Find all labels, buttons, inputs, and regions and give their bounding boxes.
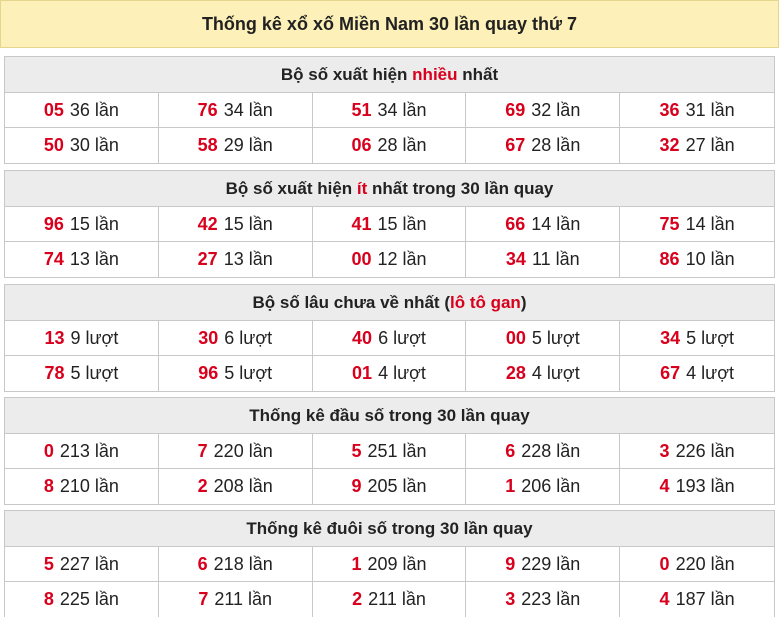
stat-count: 13 lần xyxy=(69,249,119,269)
stat-count: 28 lần xyxy=(377,135,427,155)
stat-cell xyxy=(159,356,313,391)
stat-number: 86 xyxy=(659,249,680,269)
section-tail-digits xyxy=(4,510,775,617)
stat-count: 225 lần xyxy=(59,589,119,609)
stat-count: 226 lần xyxy=(675,440,735,461)
stats-grid xyxy=(5,434,774,504)
stat-count: 229 lần xyxy=(521,553,581,574)
stat-cell xyxy=(159,242,313,277)
stat-number: 05 xyxy=(43,99,64,120)
stat-cell xyxy=(313,469,467,504)
stat-count: 187 lần xyxy=(675,589,735,609)
stat-cell xyxy=(313,242,467,277)
stat-number: 5 xyxy=(43,553,54,574)
stat-count: 220 lần xyxy=(675,553,735,574)
stat-count: 208 lần xyxy=(213,476,273,496)
section-title-suffix: nhất xyxy=(457,64,499,84)
stat-count: 15 lần xyxy=(69,213,119,234)
stat-number: 78 xyxy=(44,363,65,383)
stat-number: 06 xyxy=(351,135,372,155)
stat-number: 01 xyxy=(352,363,373,383)
stat-number: 7 xyxy=(198,589,209,609)
stat-count: 34 lần xyxy=(377,99,427,120)
stat-number: 27 xyxy=(197,249,218,269)
stat-number: 2 xyxy=(197,476,208,496)
stat-count: 228 lần xyxy=(521,440,581,461)
stat-cell xyxy=(5,469,159,504)
stat-count: 220 lần xyxy=(213,440,273,461)
stat-number: 76 xyxy=(197,99,218,120)
stats-grid xyxy=(5,547,774,617)
stat-number: 4 xyxy=(659,589,670,609)
stats-grid xyxy=(5,93,774,163)
stat-cell xyxy=(5,242,159,277)
stat-cell xyxy=(313,547,467,582)
stat-cell xyxy=(5,356,159,391)
stat-count: 206 lần xyxy=(521,476,581,496)
stat-cell xyxy=(466,128,620,163)
stat-cell xyxy=(466,469,620,504)
stat-count: 4 lượt xyxy=(378,363,426,383)
section-title xyxy=(5,285,774,321)
stat-number: 66 xyxy=(505,213,526,234)
stat-count: 15 lần xyxy=(223,213,273,234)
stat-number: 00 xyxy=(505,327,526,348)
stat-number: 3 xyxy=(659,440,670,461)
section-title-highlight: lô tô gan xyxy=(449,292,521,312)
stat-count: 211 lần xyxy=(214,589,273,609)
stat-cell xyxy=(466,242,620,277)
stat-cell xyxy=(466,321,620,356)
stat-number: 8 xyxy=(43,476,54,496)
stat-count: 36 lần xyxy=(69,99,119,120)
stat-number: 69 xyxy=(505,99,526,120)
stat-number: 1 xyxy=(505,476,516,496)
stat-count: 5 lượt xyxy=(70,363,119,383)
stat-number: 6 xyxy=(505,440,516,461)
stat-count: 5 lượt xyxy=(531,327,580,348)
stat-count: 213 lần xyxy=(59,440,119,461)
stats-grid xyxy=(5,207,774,277)
stat-cell xyxy=(159,547,313,582)
stat-number: 13 xyxy=(44,327,65,348)
stat-cell xyxy=(5,582,159,617)
stat-number: 67 xyxy=(660,363,681,383)
stat-number: 0 xyxy=(659,553,670,574)
section-title xyxy=(5,57,774,93)
stat-cell xyxy=(313,356,467,391)
stat-number: 3 xyxy=(505,589,516,609)
stat-number: 6 xyxy=(197,553,208,574)
stat-cell xyxy=(620,93,774,128)
stat-number: 1 xyxy=(351,553,362,574)
stat-count: 29 lần xyxy=(223,135,273,155)
stat-cell xyxy=(620,242,774,277)
stat-number: 30 xyxy=(198,327,219,348)
section-title xyxy=(5,171,774,207)
stat-cell xyxy=(5,321,159,356)
stat-count: 14 lần xyxy=(531,213,581,234)
stat-count: 211 lần xyxy=(368,589,426,609)
stat-cell xyxy=(466,582,620,617)
stat-count: 14 lần xyxy=(685,213,735,234)
stat-count: 15 lần xyxy=(377,213,427,234)
stat-number: 9 xyxy=(505,553,516,574)
stat-number: 40 xyxy=(352,327,373,348)
stat-number: 58 xyxy=(197,135,218,155)
stat-cell xyxy=(620,547,774,582)
stat-number: 00 xyxy=(351,249,372,269)
stat-count: 27 lần xyxy=(685,135,735,155)
section-title-prefix: Bộ số lâu chưa về nhất ( xyxy=(252,292,450,312)
stat-cell xyxy=(620,128,774,163)
stat-cell xyxy=(466,93,620,128)
stat-cell xyxy=(159,434,313,469)
stats-grid xyxy=(5,321,774,391)
stat-count: 4 lượt xyxy=(686,363,735,383)
stat-cell xyxy=(466,434,620,469)
stat-cell xyxy=(159,469,313,504)
section-title-suffix: nhất trong 30 lần quay xyxy=(367,178,554,198)
stat-number: 96 xyxy=(198,363,219,383)
section-title-highlight: nhiều xyxy=(412,64,458,84)
stat-count: 31 lần xyxy=(685,99,735,120)
stat-cell xyxy=(466,547,620,582)
stat-number: 5 xyxy=(351,440,362,461)
stat-number: 75 xyxy=(659,213,680,234)
stat-cell xyxy=(466,207,620,242)
stat-cell xyxy=(313,434,467,469)
stat-count: 251 lần xyxy=(367,440,427,461)
section-title-prefix: Thống kê đầu số trong 30 lần quay xyxy=(249,405,530,425)
stat-cell xyxy=(5,128,159,163)
section-title-suffix: ) xyxy=(520,292,527,312)
stat-cell xyxy=(159,207,313,242)
stat-count: 218 lần xyxy=(213,553,273,574)
stat-number: 36 xyxy=(659,99,680,120)
stat-count: 227 lần xyxy=(59,553,119,574)
page-title: Thống kê xổ xố Miền Nam 30 lần quay thứ 7 xyxy=(0,0,779,48)
stat-cell xyxy=(159,93,313,128)
stat-count: 6 lượt xyxy=(378,327,426,348)
stat-count: 28 lần xyxy=(531,135,581,155)
stat-cell xyxy=(313,582,467,617)
stat-cell xyxy=(620,434,774,469)
stat-cell xyxy=(5,93,159,128)
stat-cell xyxy=(313,207,467,242)
stat-number: 8 xyxy=(43,589,54,609)
stat-number: 2 xyxy=(352,589,363,609)
stat-count: 4 lượt xyxy=(531,363,580,383)
stat-cell xyxy=(159,321,313,356)
stat-cell xyxy=(620,582,774,617)
stat-count: 223 lần xyxy=(521,589,581,609)
stat-count: 9 lượt xyxy=(70,327,119,348)
stat-count: 11 lần xyxy=(531,249,580,269)
stat-cell xyxy=(5,207,159,242)
stat-cell xyxy=(313,128,467,163)
stat-cell xyxy=(159,128,313,163)
stat-number: 4 xyxy=(659,476,670,496)
section-most-frequent xyxy=(4,56,775,164)
stat-cell xyxy=(620,321,774,356)
stat-number: 34 xyxy=(660,327,681,348)
stat-count: 209 lần xyxy=(367,553,427,574)
stat-number: 28 xyxy=(505,363,526,383)
stat-cell xyxy=(620,207,774,242)
stat-cell xyxy=(5,547,159,582)
stat-count: 13 lần xyxy=(223,249,273,269)
section-head-digits xyxy=(4,397,775,505)
section-title xyxy=(5,511,774,547)
stat-cell xyxy=(620,356,774,391)
stat-count: 32 lần xyxy=(531,99,581,120)
stat-cell xyxy=(313,93,467,128)
section-title-prefix: Bộ số xuất hiện xyxy=(225,178,357,198)
section-title-highlight: ít xyxy=(356,178,368,198)
stat-number: 34 xyxy=(505,249,526,269)
stat-number: 32 xyxy=(659,135,680,155)
stat-count: 10 lần xyxy=(685,249,735,269)
stat-count: 193 lần xyxy=(675,476,735,496)
section-lo-to-gan xyxy=(4,284,775,392)
stat-count: 30 lần xyxy=(69,135,119,155)
section-title-prefix: Bộ số xuất hiện xyxy=(280,64,413,84)
stat-count: 210 lần xyxy=(59,476,119,496)
stat-number: 0 xyxy=(43,440,54,461)
section-title-prefix: Thống kê đuôi số trong 30 lần quay xyxy=(246,518,533,538)
stat-cell xyxy=(620,469,774,504)
section-least-frequent xyxy=(4,170,775,278)
stat-count: 6 lượt xyxy=(224,327,273,348)
stat-count: 34 lần xyxy=(223,99,273,120)
stat-number: 67 xyxy=(505,135,526,155)
stat-count: 5 lượt xyxy=(686,327,735,348)
stat-cell xyxy=(159,582,313,617)
stat-number: 41 xyxy=(351,213,372,234)
section-title xyxy=(5,398,774,434)
stat-number: 9 xyxy=(351,476,362,496)
stat-number: 42 xyxy=(197,213,218,234)
stat-number: 96 xyxy=(43,213,64,234)
stat-number: 51 xyxy=(351,99,372,120)
stat-number: 74 xyxy=(43,249,64,269)
stat-number: 7 xyxy=(197,440,208,461)
stat-count: 5 lượt xyxy=(224,363,273,383)
stat-cell xyxy=(466,356,620,391)
stat-cell xyxy=(5,434,159,469)
stat-cell xyxy=(313,321,467,356)
stat-count: 12 lần xyxy=(377,249,427,269)
stat-count: 205 lần xyxy=(367,476,427,496)
stat-number: 50 xyxy=(43,135,64,155)
